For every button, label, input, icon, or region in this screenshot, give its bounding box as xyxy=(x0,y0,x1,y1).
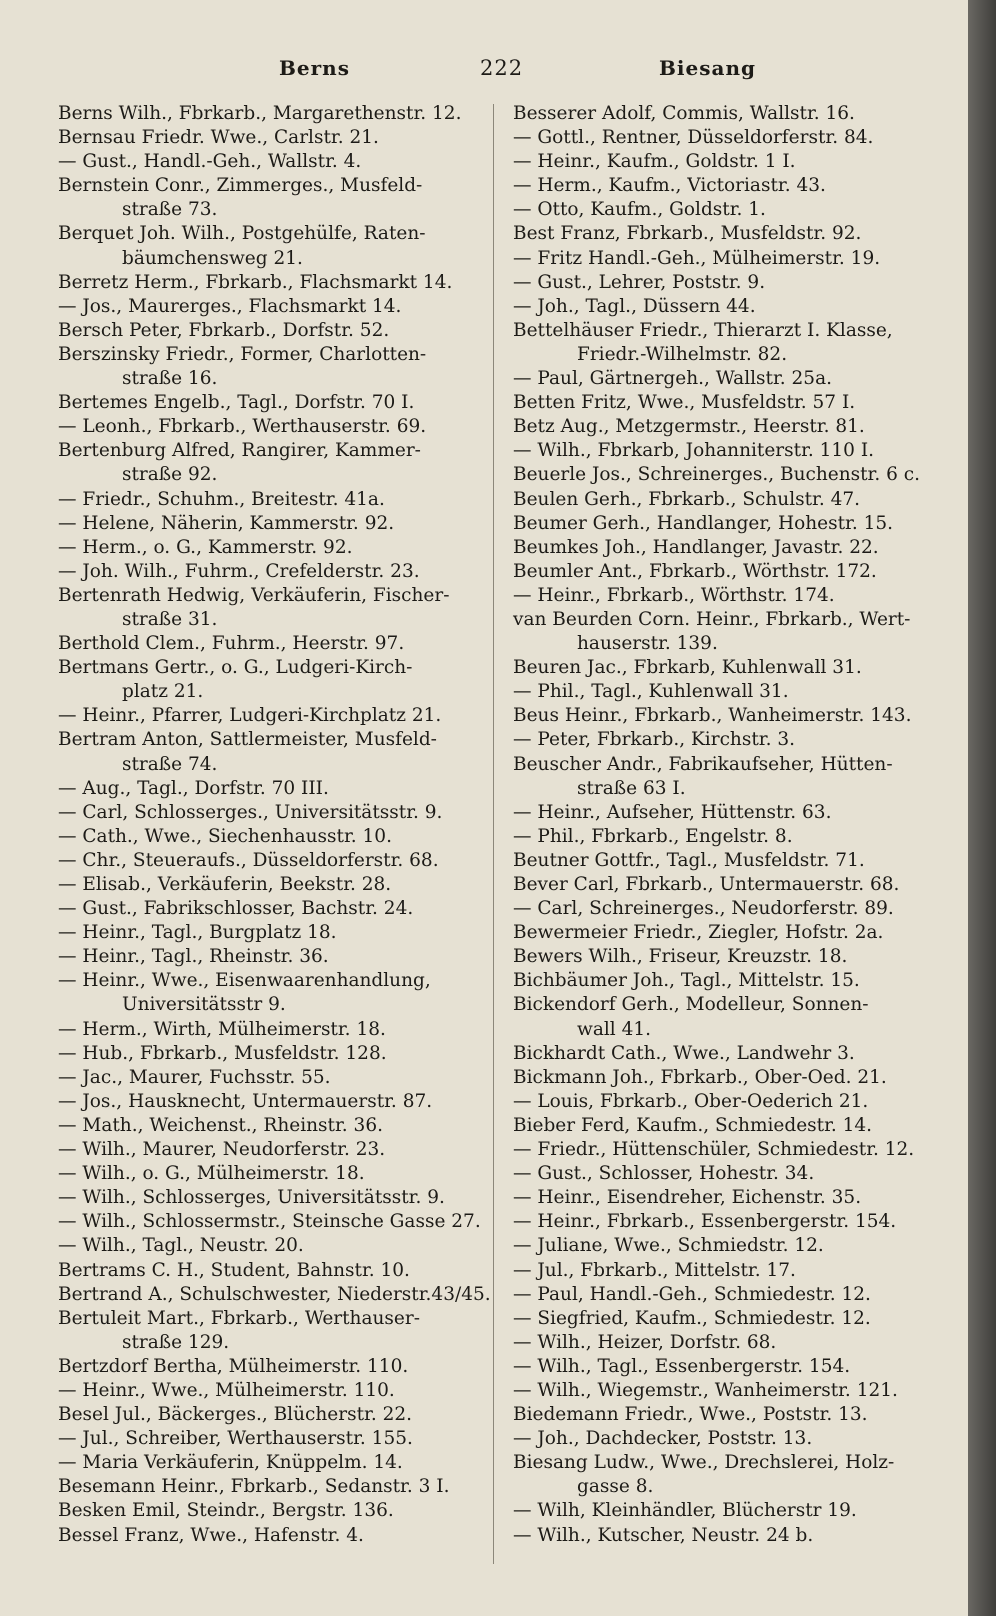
directory-entry xyxy=(513,512,943,536)
entry-text: Bever Carl, Fbrkarb., Untermauerstr. 68. xyxy=(513,874,900,895)
entry-text: Best Franz, Fbrkarb., Musfeldstr. 92. xyxy=(513,223,862,245)
directory-entry xyxy=(513,680,943,704)
entry-text: — Herm., Wirth, Mülheimerstr. 18. xyxy=(58,1018,386,1040)
entry-text: — Gust., Fabrikschlosser, Bachstr. 24. xyxy=(58,898,414,920)
directory-entry xyxy=(58,825,472,849)
entry-text: — Gust., Handl.-Geh., Wallstr. 4. xyxy=(58,151,362,173)
directory-entry xyxy=(513,993,943,1041)
directory-entry xyxy=(513,1355,943,1379)
entry-continuation: straße 73. xyxy=(122,199,218,221)
directory-entry xyxy=(58,1114,472,1138)
directory-entry xyxy=(58,945,472,969)
entry-text: Betten Fritz, Wwe., Musfeldstr. 57 I. xyxy=(513,392,856,414)
directory-entry xyxy=(513,584,943,608)
directory-entry xyxy=(58,1355,472,1379)
entry-continuation: straße 74. xyxy=(122,753,218,775)
directory-entry xyxy=(58,801,472,825)
entry-text: Bertrams C. H., Student, Bahnstr. 10. xyxy=(58,1259,410,1281)
directory-entry xyxy=(58,632,472,656)
directory-entry xyxy=(513,897,943,921)
directory-entry xyxy=(58,1066,472,1090)
entry-text: — Wilh., Heizer, Dorfstr. 68. xyxy=(513,1331,777,1353)
entry-text: Beuren Jac., Fbrkarb, Kuhlenwall 31. xyxy=(513,657,862,679)
directory-entry xyxy=(58,1042,472,1066)
entry-continuation: straße 16. xyxy=(122,368,218,390)
directory-entry xyxy=(58,1090,472,1114)
directory-entry xyxy=(513,150,943,174)
directory-entry xyxy=(58,1403,472,1427)
entry-text: Bersch Peter, Fbrkarb., Dorfstr. 52. xyxy=(58,319,390,341)
entry-text: — Heinr., Aufseher, Hüttenstr. 63. xyxy=(513,801,832,823)
entry-text: — Aug., Tagl., Dorfstr. 70 III. xyxy=(58,777,329,799)
entry-text: Besemann Heinr., Fbrkarb., Sedanstr. 3 I. xyxy=(58,1476,450,1498)
entry-text: — Gust., Schlosser, Hohestr. 34. xyxy=(513,1163,815,1185)
entry-text: — Wilh., Schlosserges, Universitätsstr. 9. xyxy=(58,1187,445,1209)
directory-entry xyxy=(513,463,943,487)
entry-continuation: wall 41. xyxy=(577,1018,651,1040)
directory-entry xyxy=(513,1114,943,1138)
entry-text: Beumler Ant., Fbrkarb., Wörthstr. 172. xyxy=(513,560,877,582)
directory-entry xyxy=(513,1524,943,1548)
directory-entry xyxy=(513,1499,943,1523)
entry-text: Bernstein Conr., Zimmerges., Musfeld- xyxy=(58,175,423,197)
directory-entry xyxy=(513,1066,943,1090)
directory-entry xyxy=(513,560,943,584)
entry-text: Bickmann Joh., Fbrkarb., Ober-Oed. 21. xyxy=(513,1066,887,1088)
directory-entry xyxy=(513,102,943,126)
directory-entry xyxy=(513,126,943,150)
directory-entry xyxy=(513,921,943,945)
entry-text: Bickhardt Cath., Wwe., Landwehr 3. xyxy=(513,1042,855,1064)
entry-text: — Jul., Schreiber, Werthauserstr. 155. xyxy=(58,1428,413,1450)
entry-text: — Leonh., Fbrkarb., Werthauserstr. 69. xyxy=(58,416,427,438)
entry-text: Bieber Ferd, Kaufm., Schmiedestr. 14. xyxy=(513,1114,873,1136)
entry-text: — Gottl., Rentner, Düsseldorferstr. 84. xyxy=(513,127,874,149)
entry-text: Bertram Anton, Sattlermeister, Musfeld- xyxy=(58,729,437,751)
directory-entry xyxy=(58,295,472,319)
directory-entry xyxy=(58,1138,472,1162)
directory-entry xyxy=(513,1234,943,1258)
entry-text: — Heinr., Tagl., Rheinstr. 36. xyxy=(58,946,329,968)
directory-entry xyxy=(58,1234,472,1258)
entry-text: — Phil., Tagl., Kuhlenwall 31. xyxy=(513,681,789,703)
directory-entry xyxy=(513,295,943,319)
entry-text: — Wilh., Fbrkarb, Johanniterstr. 110 I. xyxy=(513,440,875,462)
entry-text: — Carl, Schlosserges., Universitätsstr. 9. xyxy=(58,801,443,823)
directory-entry xyxy=(513,1210,943,1234)
directory-entry xyxy=(513,1403,943,1427)
directory-entry xyxy=(58,656,472,704)
entry-continuation: straße 92. xyxy=(122,464,218,486)
directory-entry xyxy=(513,1259,943,1283)
directory-entry xyxy=(513,728,943,752)
entry-text: — Paul, Gärtnergeh., Wallstr. 25a. xyxy=(513,368,832,390)
entry-text: — Elisab., Verkäuferin, Beekstr. 28. xyxy=(58,874,392,895)
directory-entry xyxy=(58,1475,472,1499)
entry-text: Beutner Gottfr., Tagl., Musfeldstr. 71. xyxy=(513,849,865,871)
entry-text: — Hub., Fbrkarb., Musfeldstr. 128. xyxy=(58,1042,387,1064)
directory-entry xyxy=(58,415,472,439)
directory-entry xyxy=(513,247,943,271)
directory-entry xyxy=(513,1307,943,1331)
directory-entry xyxy=(58,174,472,222)
entry-text: — Heinr., Pfarrer, Ludgeri-Kirchplatz 21. xyxy=(58,705,442,727)
header-last-name: Biesang xyxy=(659,56,756,80)
entry-text: Beus Heinr., Fbrkarb., Wanheimerstr. 143. xyxy=(513,705,912,727)
entry-text: Bettelhäuser Friedr., Thierarzt I. Klasse, xyxy=(513,319,893,341)
entry-continuation: Friedr.-Wilhelmstr. 82. xyxy=(577,343,788,365)
directory-entry xyxy=(58,969,472,1017)
directory-entry xyxy=(513,536,943,560)
entry-text: — Jos., Hausknecht, Untermauerstr. 87. xyxy=(58,1090,433,1112)
directory-entry xyxy=(513,1042,943,1066)
entry-text: — Joh., Dachdecker, Poststr. 13. xyxy=(513,1428,813,1450)
entry-text: Berthold Clem., Fuhrm., Heerstr. 97. xyxy=(58,633,405,655)
directory-entry xyxy=(58,343,472,391)
entry-text: — Wilh., Schlossermstr., Steinsche Gasse 27. xyxy=(58,1211,481,1233)
directory-entry xyxy=(58,560,472,584)
entry-text: Beumkes Joh., Handlanger, Javastr. 22. xyxy=(513,536,879,558)
directory-entry xyxy=(513,704,943,728)
entry-text: — Wilh., Kutscher, Neustr. 24 b. xyxy=(513,1524,814,1546)
directory-entry xyxy=(58,512,472,536)
directory-entry xyxy=(58,849,472,873)
right-column xyxy=(513,102,943,1548)
directory-entry xyxy=(513,873,943,897)
directory-entry xyxy=(513,367,943,391)
directory-entry xyxy=(58,439,472,487)
directory-entry xyxy=(513,825,943,849)
directory-entry xyxy=(513,1331,943,1355)
entry-text: — Wilh., Tagl., Neustr. 20. xyxy=(58,1235,304,1257)
entry-text: — Joh. Wilh., Fuhrm., Crefelderstr. 23. xyxy=(58,560,420,582)
directory-entry xyxy=(58,1162,472,1186)
directory-entry xyxy=(58,1018,472,1042)
directory-entry xyxy=(58,102,472,126)
directory-entry xyxy=(513,319,943,367)
entry-continuation: platz 21. xyxy=(122,681,204,703)
directory-entry xyxy=(513,391,943,415)
entry-text: — Jac., Maurer, Fuchsstr. 55. xyxy=(58,1066,331,1088)
directory-entry xyxy=(513,271,943,295)
directory-entry xyxy=(513,1451,943,1499)
directory-entry xyxy=(513,801,943,825)
entry-text: Bewers Wilh., Friseur, Kreuzstr. 18. xyxy=(513,946,848,968)
entry-text: — Joh., Tagl., Düssern 44. xyxy=(513,295,756,317)
directory-entry xyxy=(58,921,472,945)
directory-entry xyxy=(513,1162,943,1186)
entry-text: Beumer Gerh., Handlanger, Hohestr. 15. xyxy=(513,512,893,534)
entry-text: Biesang Ludw., Wwe., Drechslerei, Holz- xyxy=(513,1452,895,1474)
entry-text: Bertmans Gertr., o. G., Ludgeri-Kirch- xyxy=(58,657,413,679)
entry-text: — Wilh., Maurer, Neudorferstr. 23. xyxy=(58,1139,386,1161)
entry-text: Bertuleit Mart., Fbrkarb., Werthauser- xyxy=(58,1307,420,1329)
entry-text: — Herm., Kaufm., Victoriastr. 43. xyxy=(513,175,826,197)
entry-text: Bertrand A., Schulschwester, Niederstr.43/45. xyxy=(58,1283,491,1305)
directory-entry xyxy=(513,1379,943,1403)
entry-text: — Heinr., Tagl., Burgplatz 18. xyxy=(58,922,337,944)
entry-text: Betz Aug., Metzgermstr., Heerstr. 81. xyxy=(513,416,865,438)
directory-entry xyxy=(513,1283,943,1307)
entry-continuation: gasse 8. xyxy=(577,1476,654,1498)
directory-entry xyxy=(513,849,943,873)
entry-text: — Chr., Steueraufs., Düsseldorferstr. 68. xyxy=(58,849,439,871)
entry-continuation: straße 63 I. xyxy=(577,777,686,799)
directory-entry xyxy=(513,222,943,246)
directory-entry xyxy=(513,608,943,656)
entry-text: — Math., Weichenst., Rheinstr. 36. xyxy=(58,1114,383,1136)
entry-text: — Jos., Maurerges., Flachsmarkt 14. xyxy=(58,295,402,317)
directory-entry xyxy=(58,704,472,728)
column-divider xyxy=(493,104,494,1564)
page-edge xyxy=(968,0,996,1616)
entry-text: — Otto, Kaufm., Goldstr. 1. xyxy=(513,199,766,221)
directory-entry xyxy=(513,1427,943,1451)
directory-entry xyxy=(58,536,472,560)
directory-entry xyxy=(513,488,943,512)
entry-text: Beuscher Andr., Fabrikaufseher, Hütten- xyxy=(513,753,893,775)
directory-entry xyxy=(513,753,943,801)
entry-text: Beuerle Jos., Schreinerges., Buchenstr. 6 c. xyxy=(513,464,921,486)
entry-text: — Wilh., Tagl., Essenbergerstr. 154. xyxy=(513,1355,851,1377)
entry-text: Besserer Adolf, Commis, Wallstr. 16. xyxy=(513,103,855,124)
entry-text: — Herm., o. G., Kammerstr. 92. xyxy=(58,536,353,558)
directory-entry xyxy=(58,1259,472,1283)
directory-entry xyxy=(58,391,472,415)
directory-entry xyxy=(58,1427,472,1451)
directory-entry xyxy=(513,656,943,680)
entry-text: — Phil., Fbrkarb., Engelstr. 8. xyxy=(513,825,793,847)
entry-continuation: bäumchensweg 21. xyxy=(122,247,303,269)
directory-entry xyxy=(58,1307,472,1355)
entry-text: — Heinr., Fbrkarb., Wörthstr. 174. xyxy=(513,584,835,606)
entry-text: — Heinr., Fbrkarb., Essenbergerstr. 154. xyxy=(513,1211,897,1233)
entry-text: Bertenburg Alfred, Rangirer, Kammer- xyxy=(58,440,421,462)
entry-text: Berns Wilh., Fbrkarb., Margarethenstr. 12. xyxy=(58,103,462,124)
entry-text: — Carl, Schreinerges., Neudorferstr. 89. xyxy=(513,898,894,920)
directory-entry xyxy=(513,945,943,969)
directory-entry xyxy=(58,1283,491,1307)
header-first-name: Berns xyxy=(279,56,350,80)
page-number: 222 xyxy=(480,56,524,80)
entry-text: — Wilh, Kleinhändler, Blücherstr 19. xyxy=(513,1500,857,1522)
entry-text: — Heinr., Kaufm., Goldstr. 1 I. xyxy=(513,151,796,173)
directory-entry xyxy=(58,1451,472,1475)
page-header xyxy=(0,56,968,90)
entry-text: Bessel Franz, Wwe., Hafenstr. 4. xyxy=(58,1524,364,1546)
entry-continuation: straße 129. xyxy=(122,1331,230,1353)
directory-entry xyxy=(58,1379,472,1403)
directory-entry xyxy=(58,777,472,801)
entry-text: Besel Jul., Bäckerges., Blücherstr. 22. xyxy=(58,1404,413,1426)
left-column xyxy=(58,102,491,1548)
entry-text: — Helene, Näherin, Kammerstr. 92. xyxy=(58,512,395,534)
entry-text: — Jul., Fbrkarb., Mittelstr. 17. xyxy=(513,1259,796,1281)
directory-entry xyxy=(513,1138,943,1162)
entry-text: Berszinsky Friedr., Former, Charlotten- xyxy=(58,343,427,365)
entry-text: Biedemann Friedr., Wwe., Poststr. 13. xyxy=(513,1404,868,1426)
directory-entry xyxy=(513,198,943,222)
entry-text: Bernsau Friedr. Wwe., Carlstr. 21. xyxy=(58,127,379,149)
entry-text: — Friedr., Schuhm., Breitestr. 41a. xyxy=(58,488,385,510)
entry-continuation: hauserstr. 139. xyxy=(577,633,718,655)
entry-text: — Juliane, Wwe., Schmiedstr. 12. xyxy=(513,1235,824,1257)
entry-text: Berretz Herm., Fbrkarb., Flachsmarkt 14. xyxy=(58,271,453,293)
entry-continuation: straße 31. xyxy=(122,608,218,630)
entry-text: Bickendorf Gerh., Modelleur, Sonnen- xyxy=(513,994,869,1016)
directory-entry xyxy=(58,126,472,150)
directory-entry xyxy=(58,584,472,632)
directory-entry xyxy=(58,1524,472,1548)
entry-text: Bertzdorf Bertha, Mülheimerstr. 110. xyxy=(58,1355,409,1377)
entry-text: — Louis, Fbrkarb., Ober-Oederich 21. xyxy=(513,1090,869,1112)
entry-text: — Heinr., Wwe., Mülheimerstr. 110. xyxy=(58,1379,395,1401)
directory-entry xyxy=(58,222,472,270)
directory-entry xyxy=(58,728,472,776)
directory-entry xyxy=(513,969,943,993)
entry-text: Bertenrath Hedwig, Verkäuferin, Fischer- xyxy=(58,584,450,606)
entry-text: van Beurden Corn. Heinr., Fbrkarb., Wert- xyxy=(513,608,911,630)
entry-text: — Maria Verkäuferin, Knüppelm. 14. xyxy=(58,1452,403,1474)
directory-entry xyxy=(513,439,943,463)
entry-text: — Paul, Handl.-Geh., Schmiedestr. 12. xyxy=(513,1283,871,1305)
entry-text: — Friedr., Hüttenschüler, Schmiedestr. 12. xyxy=(513,1139,915,1161)
directory-entry xyxy=(58,1499,472,1523)
entry-text: Beulen Gerh., Fbrkarb., Schulstr. 47. xyxy=(513,488,861,510)
entry-text: Bewermeier Friedr., Ziegler, Hofstr. 2a. xyxy=(513,922,884,944)
directory-entry xyxy=(58,1210,481,1234)
directory-entry xyxy=(58,488,472,512)
directory-entry xyxy=(513,1090,943,1114)
directory-entry xyxy=(513,174,943,198)
entry-text: Bichbäumer Joh., Tagl., Mittelstr. 15. xyxy=(513,970,860,992)
entry-text: — Peter, Fbrkarb., Kirchstr. 3. xyxy=(513,729,795,751)
directory-entry xyxy=(58,897,472,921)
entry-text: — Wilh., o. G., Mülheimerstr. 18. xyxy=(58,1163,365,1185)
entry-text: — Wilh., Wiegemstr., Wanheimerstr. 121. xyxy=(513,1379,898,1401)
directory-entry xyxy=(513,415,943,439)
entry-text: — Heinr., Eisendreher, Eichenstr. 35. xyxy=(513,1187,862,1209)
entry-text: — Siegfried, Kaufm., Schmiedestr. 12. xyxy=(513,1307,871,1329)
entry-text: — Fritz Handl.-Geh., Mülheimerstr. 19. xyxy=(513,247,881,269)
entry-continuation: Universitätsstr 9. xyxy=(122,994,286,1016)
directory-entry xyxy=(58,873,472,897)
entry-text: Bertemes Engelb., Tagl., Dorfstr. 70 I. xyxy=(58,392,415,414)
entry-text: — Heinr., Wwe., Eisenwaarenhandlung, xyxy=(58,970,431,992)
directory-entry xyxy=(58,319,472,343)
directory-entry xyxy=(513,1186,943,1210)
entry-text: Besken Emil, Steindr., Bergstr. 136. xyxy=(58,1500,394,1522)
directory-entry xyxy=(58,1186,472,1210)
entry-text: — Gust., Lehrer, Poststr. 9. xyxy=(513,271,766,293)
directory-entry xyxy=(58,271,472,295)
directory-entry xyxy=(58,150,472,174)
entry-text: Berquet Joh. Wilh., Postgehülfe, Raten- xyxy=(58,223,426,245)
entry-text: — Cath., Wwe., Siechenhausstr. 10. xyxy=(58,825,392,847)
